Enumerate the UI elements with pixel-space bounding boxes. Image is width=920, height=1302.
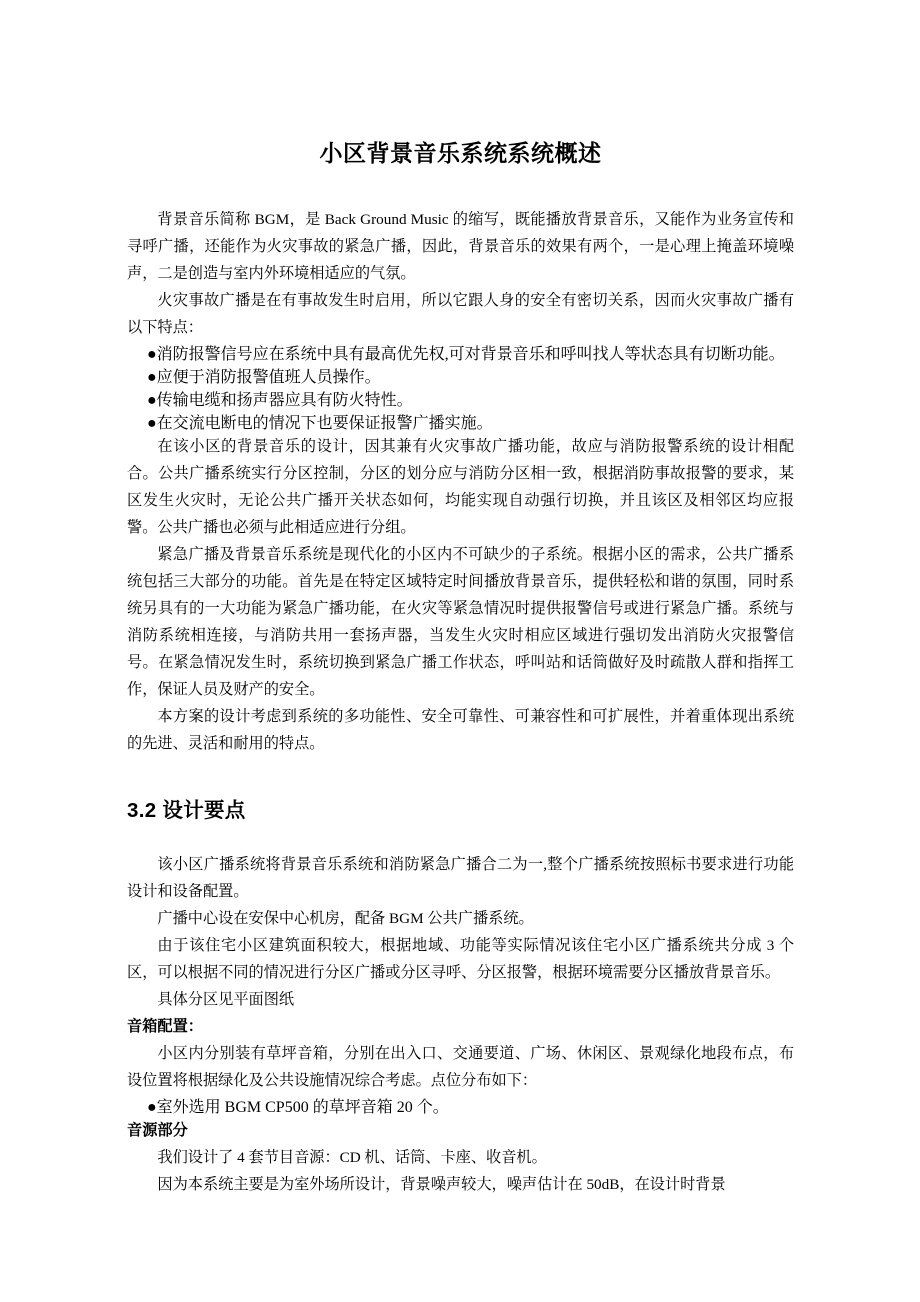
bullet-icon: ● xyxy=(147,415,157,432)
paragraph-broadcast-center: 广播中心设在安保中心机房，配备 BGM 公共广播系统。 xyxy=(157,910,534,927)
list-item-label: 室外选用 BGM CP500 的草坪音箱 20 个。 xyxy=(156,1099,449,1116)
paragraph-bgm-definition: 背景音乐简称 BGM，是 Back Ground Music 的缩写，既能播放背景音乐，又能作为业务宣传和寻呼广播，还能作为火灾事故的紧急广播，因此，背景音乐的效果有两个，一是心理上掩盖环境噪声，二是创造与室内外环境相适应的气氛。 xyxy=(127,211,794,282)
list-item xyxy=(127,410,794,433)
bullet-icon: ● xyxy=(147,392,157,409)
paragraph-zone-count: 由于该住宅小区建筑面积较大，根据地域、功能等实际情况该住宅小区广播系统共分成 3 个区，可以根据不同的情况进行分区广播或分区寻呼、分区报警，根据环境需要分区播放背景音乐。 xyxy=(127,937,794,981)
paragraph-combined-system: 该小区广播系统将背景音乐系统和消防紧急广播合二为一,整个广播系统按照标书要求进行功能设计和设备配置。 xyxy=(127,856,794,900)
list-item-label: 应便于消防报警值班人员操作。 xyxy=(156,369,381,386)
list-item xyxy=(127,364,794,387)
page-title: 小区背景音乐系统系统概述 xyxy=(319,140,602,166)
list-item xyxy=(127,1094,794,1117)
list-item-label: 消防报警信号应在系统中具有最高优先权,可对背景音乐和呼叫找人等状态具有切断功能。 xyxy=(156,346,785,363)
paragraph-scheme-summary: 本方案的设计考虑到系统的多功能性、安全可靠性、可兼容性和可扩展性，并着重体现出系统的先进、灵活和耐用的特点。 xyxy=(127,708,794,752)
design-points-section xyxy=(127,851,794,1198)
bullet-icon: ● xyxy=(147,369,157,386)
paragraph-see-plan-drawing: 具体分区见平面图纸 xyxy=(157,991,295,1008)
bullet-icon: ● xyxy=(147,346,157,363)
paragraph-speaker-layout: 小区内分别装有草坪音箱，分别在出入口、交通要道、广场、休闲区、景观绿化地段布点，布设位置将根据绿化及公共设施情况综合考虑。点位分布如下： xyxy=(127,1045,794,1089)
list-item-label: 传输电缆和扬声器应具有防火特性。 xyxy=(156,392,413,409)
section-heading-wrapper xyxy=(127,797,794,825)
overview-section xyxy=(127,206,794,757)
label-audio-source-section: 音源部分 xyxy=(127,1122,188,1139)
label-speaker-configuration: 音箱配置： xyxy=(127,1018,203,1035)
list-item-label: 在交流电断电的情况下也要保证报警广播实施。 xyxy=(156,415,493,432)
paragraph-zoning-design: 在该小区的背景音乐的设计，因其兼有火灾事故广播功能，故应与消防报警系统的设计相配合。公共广播系统实行分区控制，分区的划分应与消防分区相一致，根据消防事故报警的要求，某区发生火灾时，无论公共广播开关状态如何，均能实现自动强行切换，并且该区及相邻区均应报警。公共广播也必须与此相适应进行分组。 xyxy=(127,438,794,536)
paragraph-fire-broadcast-intro: 火灾事故广播是在有事故发生时启用，所以它跟人身的安全有密切关系，因而火灾事故广播有以下特点： xyxy=(127,292,794,336)
list-item xyxy=(127,387,794,410)
list-item xyxy=(127,341,794,364)
bullet-icon: ● xyxy=(147,1099,157,1116)
paragraph-program-sources: 我们设计了 4 套节目音源：CD 机、话筒、卡座、收音机。 xyxy=(157,1149,547,1166)
paragraph-noise-estimate: 因为本系统主要是为室外场所设计，背景噪声较大，噪声估计在 50dB，在设计时背景 xyxy=(157,1176,726,1193)
section-heading-design-points: 3.2 设计要点 xyxy=(127,799,246,822)
page-content xyxy=(127,0,794,1198)
paragraph-emergency-subsystem: 紧急广播及背景音乐系统是现代化的小区内不可缺少的子系统。根据小区的需求，公共广播系统包括三大部分的功能。首先是在特定区域特定时间播放背景音乐，提供轻松和谐的氛围，同时系统另具有的一大功能为紧急广播功能，在火灾等紧急情况时提供报警信号或进行紧急广播。系统与消防系统相连接，与消防共用一套扬声器，当发生火灾时相应区域进行强切发出消防火灾报警信号。在紧急情况发生时，系统切换到紧急广播工作状态，呼叫站和话筒做好及时疏散人群和指挥工作，保证人员及财产的安全。 xyxy=(127,546,794,698)
